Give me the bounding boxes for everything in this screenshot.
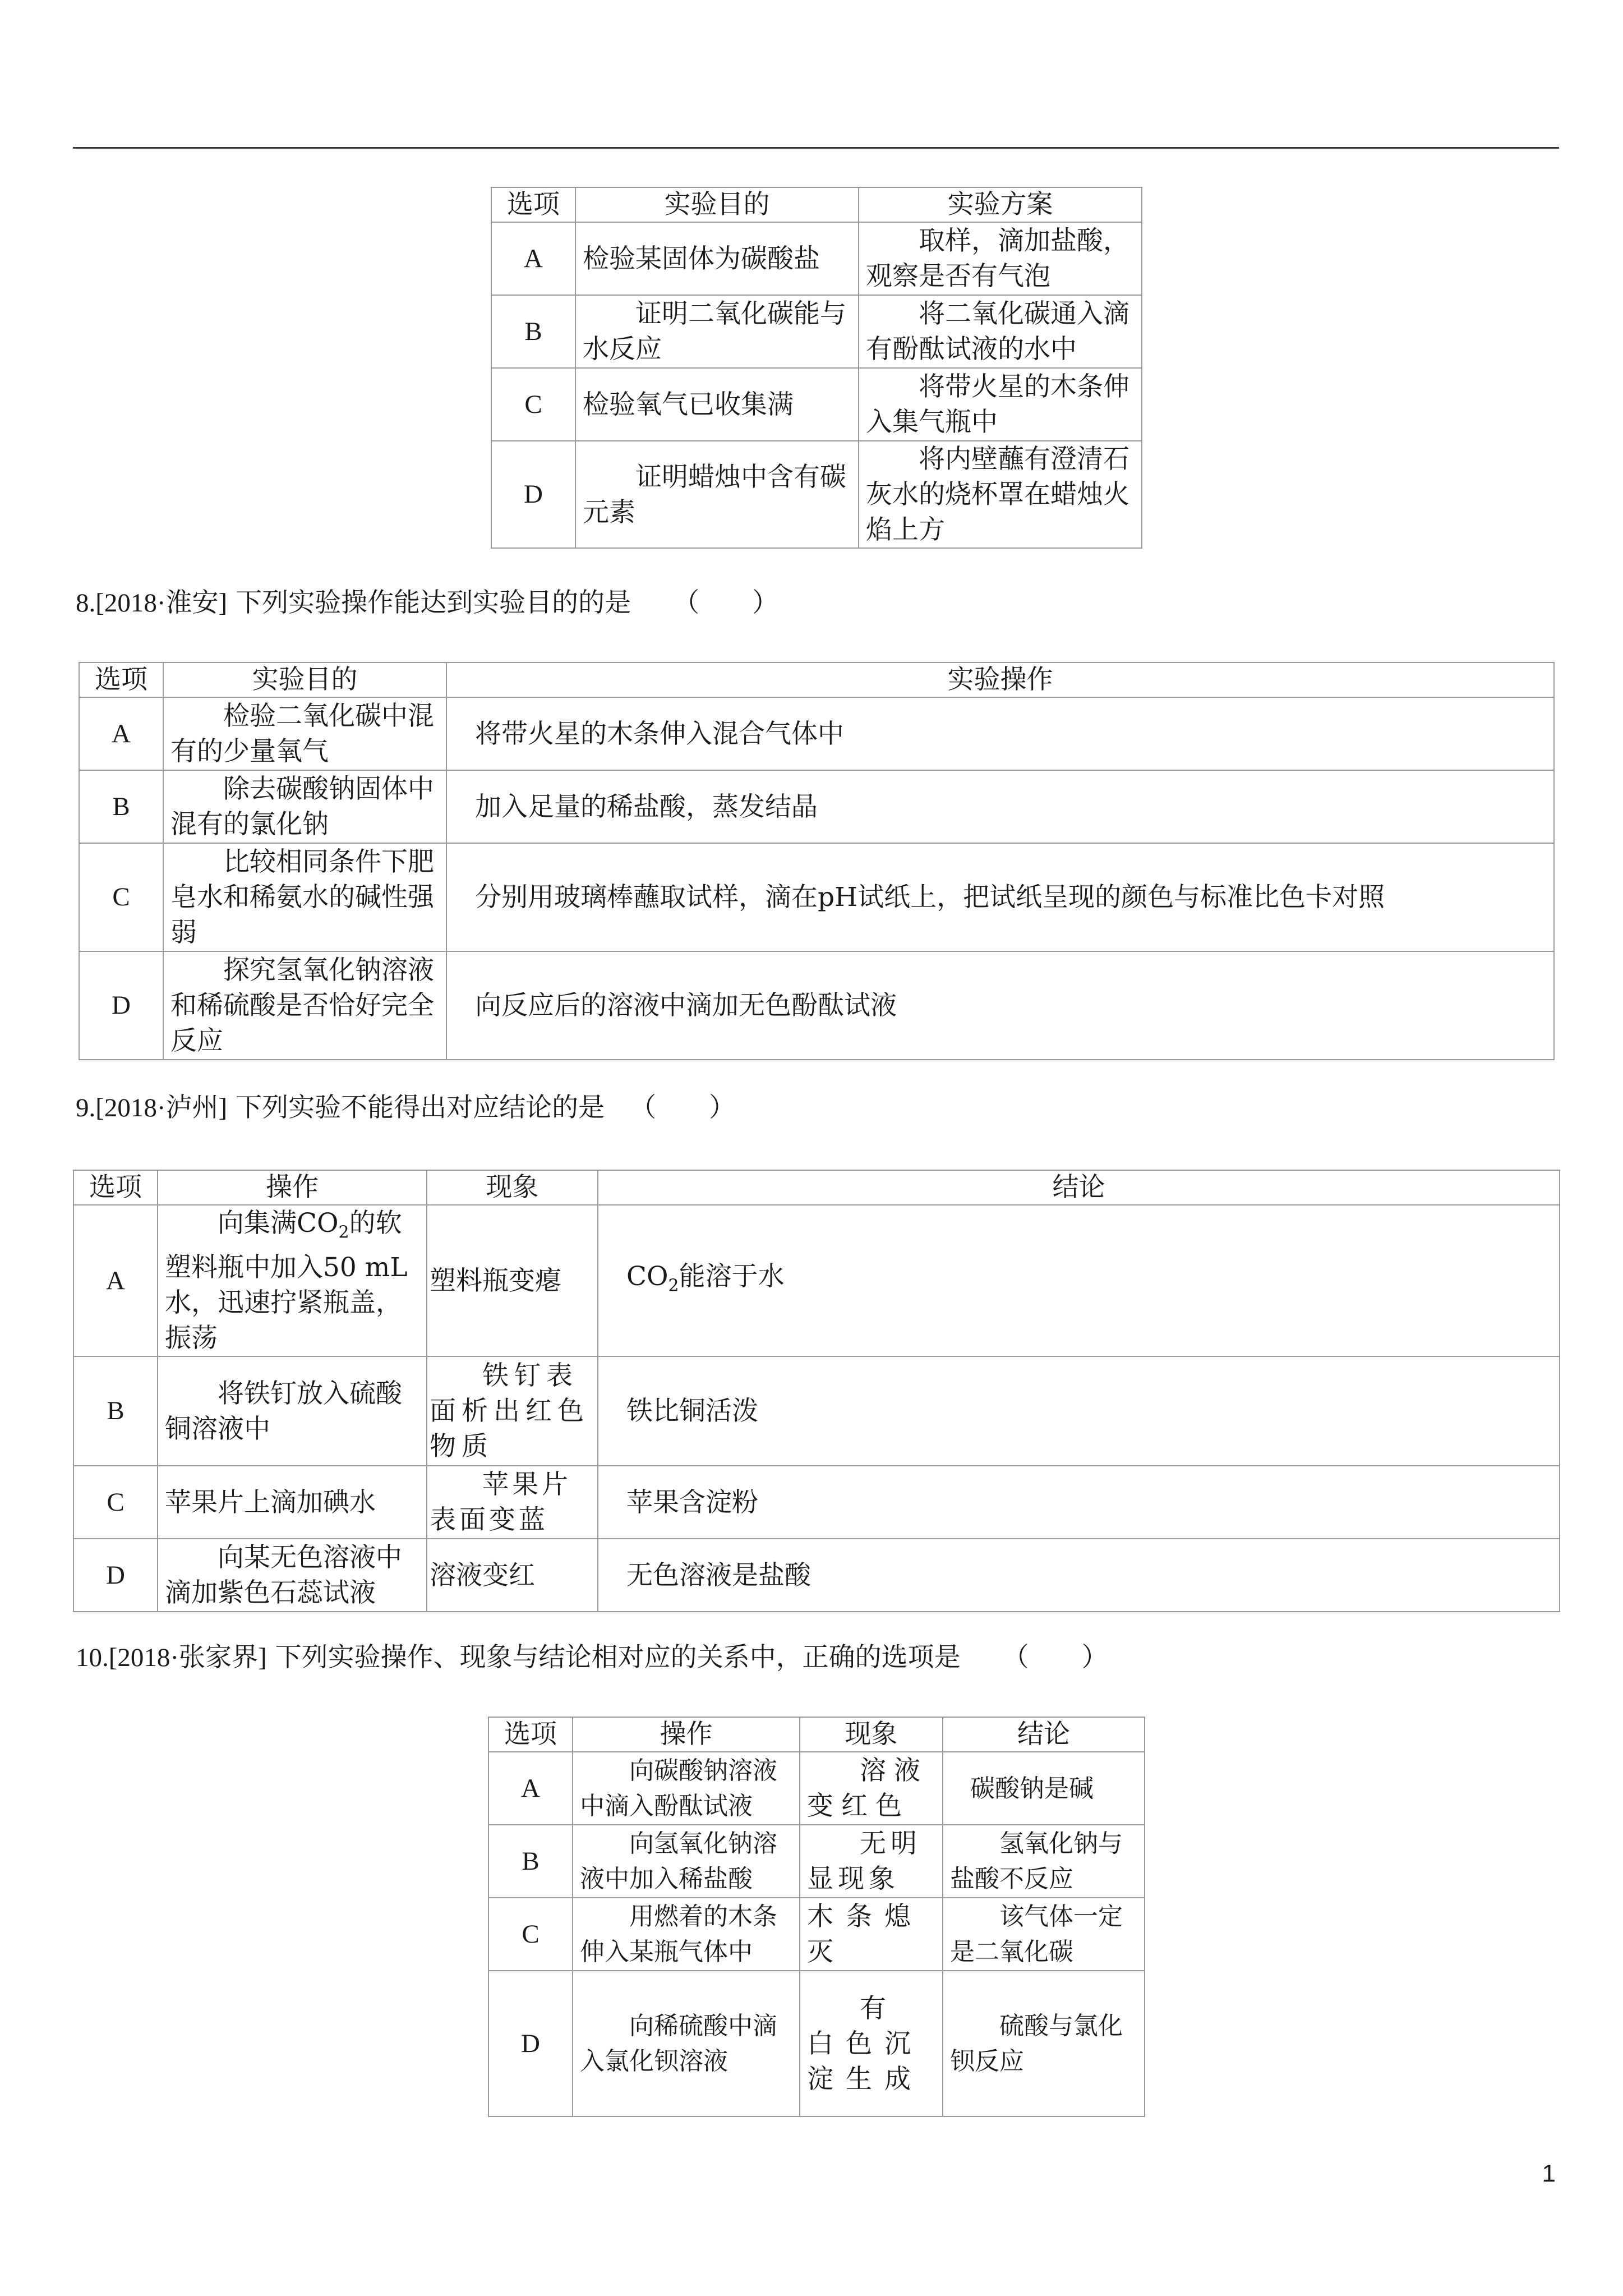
row-operation: 向碳酸钠溶液中滴入酚酞试液: [573, 1752, 800, 1825]
row-phenomenon: 苹果片表面变蓝: [427, 1466, 598, 1539]
row-purpose: 检验二氧化碳中混有的少量氧气: [163, 697, 446, 770]
row-option: D: [488, 1971, 573, 2116]
subscript: 2: [668, 1275, 679, 1295]
row-option: B: [488, 1825, 573, 1898]
row-option: C: [79, 843, 163, 951]
row-operation: [158, 1205, 427, 1356]
row-conclusion: 氢氧化钠与盐酸不反应: [943, 1825, 1145, 1898]
row-operation: 苹果片上滴加碘水: [158, 1466, 427, 1539]
question-10: [76, 1641, 1108, 1674]
row-operation: 用燃着的木条伸入某瓶气体中: [573, 1898, 800, 1971]
table-header-row: [491, 187, 1142, 222]
row-phenomenon: 铁钉表面析出红色物质: [427, 1356, 598, 1466]
table-row: [73, 1205, 1560, 1356]
table-header-row: [73, 1170, 1560, 1205]
table-row: [73, 1466, 1560, 1539]
row-conclusion: 无色溶液是盐酸: [598, 1539, 1560, 1612]
row-conclusion: 碳酸钠是碱: [943, 1752, 1145, 1825]
row-option: B: [79, 770, 163, 843]
row-option: A: [73, 1205, 158, 1356]
row-purpose: 除去碳酸钠固体中混有的氯化钠: [163, 770, 446, 843]
table-header-row: [79, 662, 1554, 697]
table-row: [79, 697, 1554, 770]
row-option: C: [488, 1898, 573, 1971]
row-phenomenon: 木条熄灭: [800, 1898, 943, 1971]
table-q10: [488, 1717, 1145, 2117]
header-option: 选项: [73, 1170, 158, 1205]
question-number: 8.: [76, 588, 96, 618]
header-purpose: 实验目的: [575, 187, 859, 222]
row-phenomenon: 溶液变红: [427, 1539, 598, 1612]
row-phenomenon: 无明显现象: [800, 1825, 943, 1898]
table-q7: [491, 187, 1142, 549]
row-plan: 将带火星的木条伸入集气瓶中: [859, 368, 1142, 441]
table-row: [79, 770, 1554, 843]
header-option: 选项: [488, 1717, 573, 1752]
table-row: [488, 1971, 1145, 2116]
header-conclusion: 结论: [943, 1717, 1145, 1752]
table-q8: [79, 662, 1555, 1060]
row-operation: 向反应后的溶液中滴加无色酚酞试液: [446, 951, 1554, 1060]
row-option: B: [491, 295, 575, 368]
question-source: [2018·泸州]: [95, 1093, 228, 1122]
row-option: A: [79, 697, 163, 770]
question-text: 下列实验不能得出对应结论的是: [236, 1092, 605, 1123]
row-option: D: [491, 441, 575, 548]
page-number: 1: [1542, 2160, 1556, 2187]
row-option: A: [491, 222, 575, 295]
row-operation: 向氢氧化钠溶液中加入稀盐酸: [573, 1825, 800, 1898]
row-option: A: [488, 1752, 573, 1825]
header-purpose: 实验目的: [163, 662, 446, 697]
row-option: C: [491, 368, 575, 441]
row-operation: 将铁钉放入硫酸铜溶液中: [158, 1356, 427, 1466]
question-8: [76, 586, 778, 620]
row-conclusion: 硫酸与氯化钡反应: [943, 1971, 1145, 2116]
row-plan: 将二氧化碳通入滴有酚酞试液的水中: [859, 295, 1142, 368]
answer-blank: （ ）: [673, 587, 779, 618]
table-row: [73, 1356, 1560, 1466]
conclusion-text-pre: CO: [626, 1260, 668, 1292]
conclusion-text-post: 能溶于水: [679, 1260, 785, 1292]
table-row: [491, 441, 1142, 548]
header-conclusion: 结论: [598, 1170, 1560, 1205]
row-plan: 将内壁蘸有澄清石灰水的烧杯罩在蜡烛火焰上方: [859, 441, 1142, 548]
row-option: D: [79, 951, 163, 1060]
question-text: 下列实验操作、现象与结论相对应的关系中，正确的选项是: [275, 1642, 961, 1673]
row-option: B: [73, 1356, 158, 1466]
row-purpose: 比较相同条件下肥皂水和稀氨水的碱性强弱: [163, 843, 446, 951]
question-text: 下列实验操作能达到实验目的的是: [236, 587, 631, 618]
row-operation: 分别用玻璃棒蘸取试样，滴在pH试纸上，把试纸呈现的颜色与标准比色卡对照: [446, 843, 1554, 951]
header-option: 选项: [491, 187, 575, 222]
row-plan: 取样，滴加盐酸，观察是否有气泡: [859, 222, 1142, 295]
table-row: [73, 1539, 1560, 1612]
row-purpose: 探究氢氧化钠溶液和稀硫酸是否恰好完全反应: [163, 951, 446, 1060]
table-q9: [73, 1170, 1560, 1612]
table-header-row: [488, 1717, 1145, 1752]
row-operation: 向某无色溶液中滴加紫色石蕊试液: [158, 1539, 427, 1612]
answer-blank: （ ）: [630, 1092, 736, 1123]
row-option: D: [73, 1539, 158, 1612]
row-conclusion: 铁比铜活泼: [598, 1356, 1560, 1466]
header-phenomenon: 现象: [800, 1717, 943, 1752]
row-conclusion: 苹果含淀粉: [598, 1466, 1560, 1539]
row-purpose: 证明二氧化碳能与水反应: [575, 295, 859, 368]
row-purpose: 检验某固体为碳酸盐: [575, 222, 859, 295]
question-number: 9.: [76, 1093, 96, 1122]
question-number: 10.: [76, 1643, 109, 1672]
question-source: [2018·淮安]: [95, 588, 228, 618]
row-operation: 向稀硫酸中滴入氯化钡溶液: [573, 1971, 800, 2116]
header-rule: [73, 147, 1559, 149]
subscript: 2: [338, 1222, 349, 1243]
question-source: [2018·张家界]: [108, 1643, 267, 1672]
operation-text-pre: 向集满CO: [218, 1208, 339, 1239]
table-row: [491, 222, 1142, 295]
header-phenomenon: 现象: [427, 1170, 598, 1205]
table-row: [488, 1752, 1145, 1825]
table-row: [488, 1898, 1145, 1971]
row-phenomenon: 有白色沉淀生成: [800, 1971, 943, 2116]
table-row: [79, 843, 1554, 951]
operation-text-post: 的软塑料瓶中加入50 mL水，迅速拧紧瓶盖，振荡: [165, 1208, 408, 1354]
row-purpose: 证明蜡烛中含有碳元素: [575, 441, 859, 548]
header-operation: 操作: [158, 1170, 427, 1205]
row-option: C: [73, 1466, 158, 1539]
row-phenomenon: 溶液变红色: [800, 1752, 943, 1825]
table-row: [488, 1825, 1145, 1898]
row-conclusion: 该气体一定是二氧化碳: [943, 1898, 1145, 1971]
question-9: [76, 1091, 735, 1125]
header-operation: 操作: [573, 1717, 800, 1752]
answer-blank: （ ）: [1002, 1642, 1108, 1673]
header-operation: 实验操作: [446, 662, 1554, 697]
row-conclusion: [598, 1205, 1560, 1356]
row-purpose: 检验氧气已收集满: [575, 368, 859, 441]
row-operation: 将带火星的木条伸入混合气体中: [446, 697, 1554, 770]
header-plan: 实验方案: [859, 187, 1142, 222]
table-row: [491, 295, 1142, 368]
header-option: 选项: [79, 662, 163, 697]
row-phenomenon: 塑料瓶变瘪: [427, 1205, 598, 1356]
row-operation: 加入足量的稀盐酸，蒸发结晶: [446, 770, 1554, 843]
table-row: [491, 368, 1142, 441]
table-row: [79, 951, 1554, 1060]
